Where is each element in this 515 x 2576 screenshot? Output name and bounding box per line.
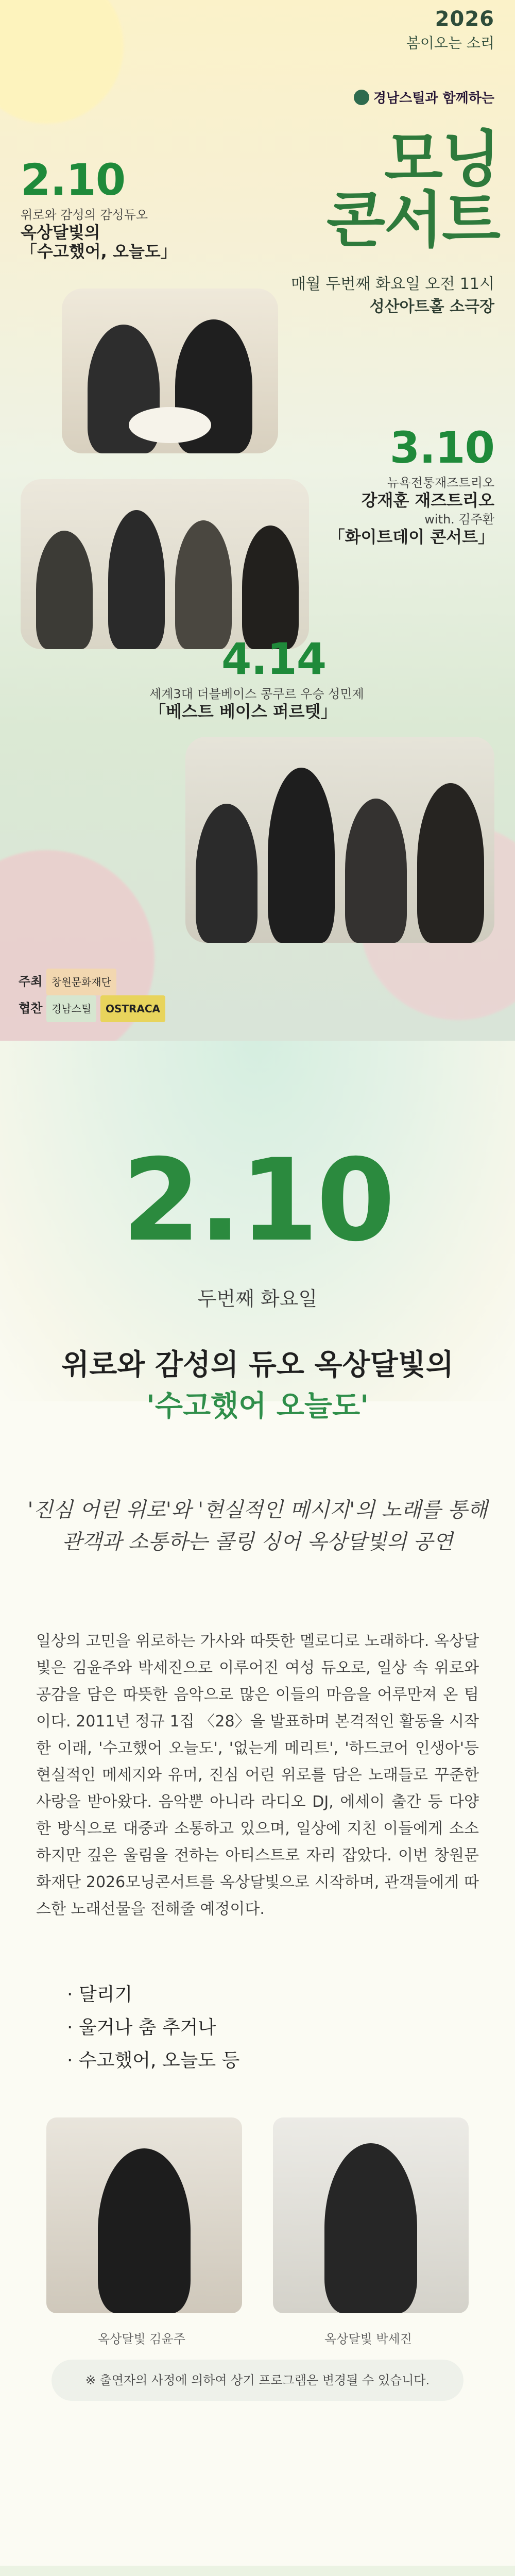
performer-figure xyxy=(36,531,93,649)
schedule-line-2: 성산아트홀 소극장 xyxy=(369,298,494,316)
season-name: 봄이오는 소리 xyxy=(406,35,494,52)
ticket-section xyxy=(0,2566,515,2576)
perf2-name: 강재훈 재즈트리오 xyxy=(361,490,494,510)
track-list xyxy=(67,1978,239,2077)
program-notice: ※ 출연자의 사정에 의하여 상기 프로그램은 변경될 수 있습니다. xyxy=(52,2360,464,2401)
detail-body: 일상의 고민을 위로하는 가사와 따뜻한 멜로디로 노래하다. 옥상달빛은 김윤주와 박세진으로 이루어진 여성 듀오로, 일상 속 위로와 공감을 담은 따뜻한 음악으로 많은 이들의 마음을 어루만져 온 팀이다. 2011년 정규 1집 〈28〉을 발표하며 본격적인 활동을 시작한 이래, '수고했어 오늘도', '없는게 메리트', '하드코어 인생아'등 현실적인 메세지와 유머, 진심 어린 위로를 담은 노래들로 꾸준한 사랑을 받아왔다. 음악뿐 아니라 라디오 DJ, 에세이 출간 등 다양한 방식으로 대중과 소통하고 있으며, 일상에 지친 이들에게 소소하지만 깊은 울림을 전하는 아티스트로 자리 잡았다. 이번 창원문화재단 2026모닝콘서트를 옥상달빛으로 시작하며, 관객들에게 따스한 노래선물을 전해줄 예정이다. xyxy=(36,1632,479,1918)
perf3-desc: 세계3대 더블베이스 콩쿠르 우승 성민제 xyxy=(149,687,364,701)
title-line-2: 콘서트 xyxy=(327,184,500,256)
sponsor-logo-icon xyxy=(354,90,369,105)
host-label: 주최 xyxy=(19,974,43,989)
member-figure xyxy=(324,2143,417,2313)
perf2-desc-block xyxy=(329,474,494,547)
year: 2026 xyxy=(435,7,494,31)
host-logo: 창원문화재단 xyxy=(46,969,116,995)
perf2-date: 3.10 xyxy=(389,422,494,473)
support-logo: 경남스틸 xyxy=(46,995,96,1022)
light-decoration xyxy=(0,0,124,124)
performer-figure xyxy=(175,520,232,649)
track-item: · 수고했어, 오늘도 등 xyxy=(67,2044,239,2077)
perf1-desc-block xyxy=(21,206,177,262)
page-title xyxy=(327,124,500,256)
perf1-photo xyxy=(62,289,278,453)
member2-caption: 옥상달빛 박세진 xyxy=(324,2332,412,2346)
table-prop xyxy=(129,407,211,443)
handwritten-intro xyxy=(0,1494,515,1558)
performer-figure xyxy=(345,799,407,943)
detail-weekday: 두번째 화요일 xyxy=(197,1287,318,1310)
handwrite-line-2: 관객과 소통하는 콜링 싱어 옥상달빛의 공연 xyxy=(62,1530,453,1554)
detail-date: 2.10 xyxy=(122,1134,393,1266)
support-extra-logo: OSTRACA xyxy=(100,995,165,1022)
organizers xyxy=(19,969,165,1022)
performer-figure xyxy=(108,510,165,649)
headline-line-2: '수고했어 오늘도' xyxy=(146,1389,369,1423)
detail-headline xyxy=(0,1345,515,1427)
schedule-line-1: 매월 두번째 화요일 오전 11시 xyxy=(290,275,494,293)
perf2-photo xyxy=(21,479,309,649)
year-block xyxy=(406,7,494,53)
member-figure xyxy=(98,2148,191,2313)
sponsor-line xyxy=(354,88,494,107)
performer-figure xyxy=(242,526,299,649)
sponsor-text: 경남스틸과 함께하는 xyxy=(373,91,494,106)
perf3-title: 「베스트 베이스 퍼르텟」 xyxy=(149,702,337,721)
perf2-desc: 뉴욕전통재즈트리오 xyxy=(387,476,494,490)
member2-photo xyxy=(273,2117,469,2313)
perf3-date: 4.14 xyxy=(221,634,327,684)
perf3-photo xyxy=(185,737,494,943)
performer-figure xyxy=(417,783,484,943)
performer-figure xyxy=(196,804,258,943)
performer-figure xyxy=(268,768,335,943)
schedule xyxy=(291,273,494,318)
member1-photo xyxy=(46,2117,242,2313)
perf1-date: 2.10 xyxy=(21,155,126,205)
perf2-title: 「화이트데이 콘서트」 xyxy=(328,527,494,547)
perf2-with: with. 김주환 xyxy=(424,512,494,527)
track-item: · 달리기 xyxy=(67,1978,239,2011)
performance-detail-section xyxy=(0,1041,515,2566)
poster-section xyxy=(0,0,515,1041)
perf1-desc: 위로와 감성의 감성듀오 xyxy=(21,208,148,222)
title-line-1: 모닝 xyxy=(384,124,500,195)
perf1-name: 옥상달빛의 xyxy=(21,223,100,242)
handwrite-line-1: '진심 어린 위로'와 '현실적인 메시지'의 노래를 통해 xyxy=(27,1498,488,1522)
track-item: · 울거나 춤 추거나 xyxy=(67,2011,239,2044)
support-label: 협찬 xyxy=(19,1001,43,1015)
perf1-title: 「수고했어, 오늘도」 xyxy=(21,242,177,261)
member1-caption: 옥상달빛 김윤주 xyxy=(98,2332,185,2346)
perf3-desc-block xyxy=(149,685,364,722)
headline-line-1: 위로와 감성의 듀오 옥상달빛의 xyxy=(61,1348,454,1382)
